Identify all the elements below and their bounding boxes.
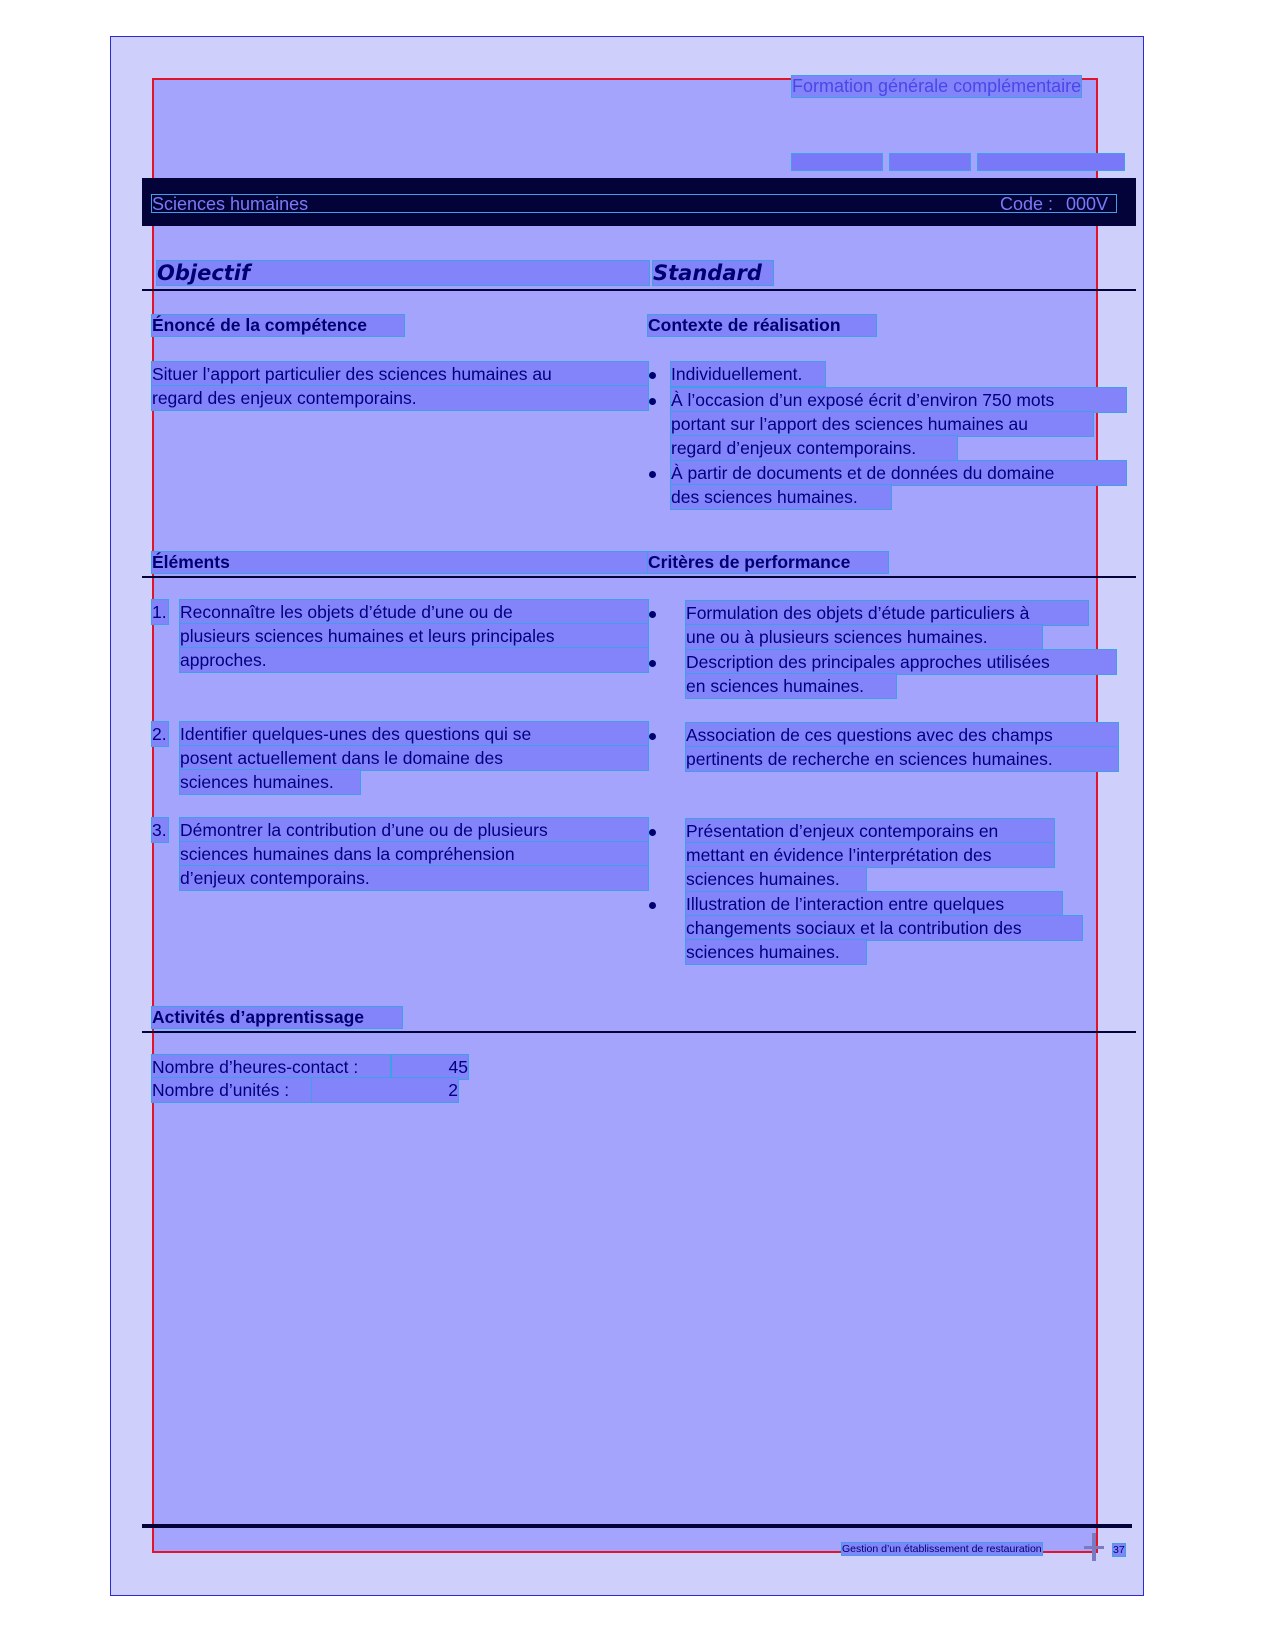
activites-heading: Activités d’apprentissage [152, 1007, 402, 1028]
header-blank-3 [978, 154, 1124, 170]
heures-value: 45 [392, 1055, 468, 1079]
bullet-icon [649, 611, 656, 618]
header-blank-2 [890, 154, 970, 170]
competence-line-2: regard des enjeux contemporains. [152, 386, 648, 410]
unites-label: Nombre d’unités : [152, 1078, 312, 1102]
contexte-item-3-line-2: des sciences humaines. [671, 485, 891, 509]
competence-line-1: Situer l’apport particulier des sciences humaines au [152, 362, 648, 386]
critere-4-line-3: sciences humaines. [686, 867, 866, 891]
critere-3-line-1: Association de ces questions avec des champs [686, 723, 1118, 747]
code-value: 000V [1066, 194, 1109, 214]
criteres-heading: Critères de performance [648, 552, 888, 573]
program-header: Formation générale complémentaire [792, 76, 1082, 96]
critere-5-line-2: changements sociaux et la contribution des [686, 916, 1082, 940]
element-1-line-1: Reconnaître les objets d’étude d’une ou de [180, 600, 648, 624]
header-blank-1 [792, 154, 882, 170]
contexte-item-3-line-1: À partir de documents et de données du domaine [671, 461, 1126, 485]
contexte-item-1: Individuellement. [671, 362, 825, 386]
competence-heading: Énoncé de la compétence [152, 315, 404, 336]
element-3-line-1: Démontrer la contribution d’une ou de plusieurs [180, 818, 648, 842]
element-3-line-2: sciences humaines dans la compréhension [180, 842, 648, 866]
section-rule-elements [142, 576, 1136, 578]
page-content-area [152, 78, 1098, 1553]
standard-heading: Standard [653, 261, 773, 285]
unites-value: 2 [312, 1078, 458, 1102]
bullet-icon [649, 733, 656, 740]
contexte-item-2-line-2: portant sur l’apport des sciences humaines au [671, 412, 1093, 436]
element-1-line-2: plusieurs sciences humaines et leurs principales [180, 624, 648, 648]
element-1-line-3: approches. [180, 648, 648, 672]
footer-mark [1084, 1546, 1104, 1549]
element-2-line-3: sciences humaines. [180, 770, 360, 794]
critere-1-line-2: une ou à plusieurs sciences humaines. [686, 625, 1042, 649]
discipline-title: Sciences humaines [152, 194, 309, 214]
critere-2-line-2: en sciences humaines. [686, 674, 896, 698]
bullet-icon [649, 902, 656, 909]
bullet-icon [649, 372, 656, 379]
section-rule-activites [142, 1031, 1136, 1033]
element-number: 1. [152, 602, 167, 622]
bullet-icon [649, 660, 656, 667]
footer-rule [142, 1524, 1132, 1528]
contexte-item-2-line-1: À l’occasion d’un exposé écrit d’environ 750 mots [671, 388, 1126, 412]
critere-1-line-1: Formulation des objets d’étude particuliers à [686, 601, 1088, 625]
objectif-heading: Objectif [157, 261, 649, 285]
footer-text: Gestion d’un établissement de restauration [842, 1543, 1042, 1555]
element-number: 2. [152, 724, 167, 744]
page-number: 37 [1113, 1544, 1125, 1556]
bullet-icon [649, 398, 656, 405]
critere-4-line-2: mettant en évidence l’interprétation des [686, 843, 1054, 867]
elements-heading: Éléments [152, 552, 648, 573]
contexte-heading: Contexte de réalisation [648, 315, 876, 336]
heures-label: Nombre d’heures-contact : [152, 1055, 390, 1079]
title-bar [142, 178, 1136, 226]
bullet-icon [649, 471, 656, 478]
critere-4-line-1: Présentation d’enjeux contemporains en [686, 819, 1054, 843]
critere-5-line-3: sciences humaines. [686, 940, 866, 964]
critere-2-line-1: Description des principales approches utilisées [686, 650, 1116, 674]
contexte-item-2-line-3: regard d’enjeux contemporains. [671, 436, 957, 460]
section-rule-objectif [142, 289, 1136, 291]
element-number: 3. [152, 820, 167, 840]
critere-3-line-2: pertinents de recherche en sciences humaines. [686, 747, 1118, 771]
element-2-line-1: Identifier quelques-unes des questions qui se [180, 722, 648, 746]
critere-5-line-1: Illustration de l’interaction entre quelques [686, 892, 1062, 916]
element-2-line-2: posent actuellement dans le domaine des [180, 746, 648, 770]
code-label: Code : [1000, 194, 1054, 214]
element-3-line-3: d’enjeux contemporains. [180, 866, 648, 890]
bullet-icon [649, 829, 656, 836]
